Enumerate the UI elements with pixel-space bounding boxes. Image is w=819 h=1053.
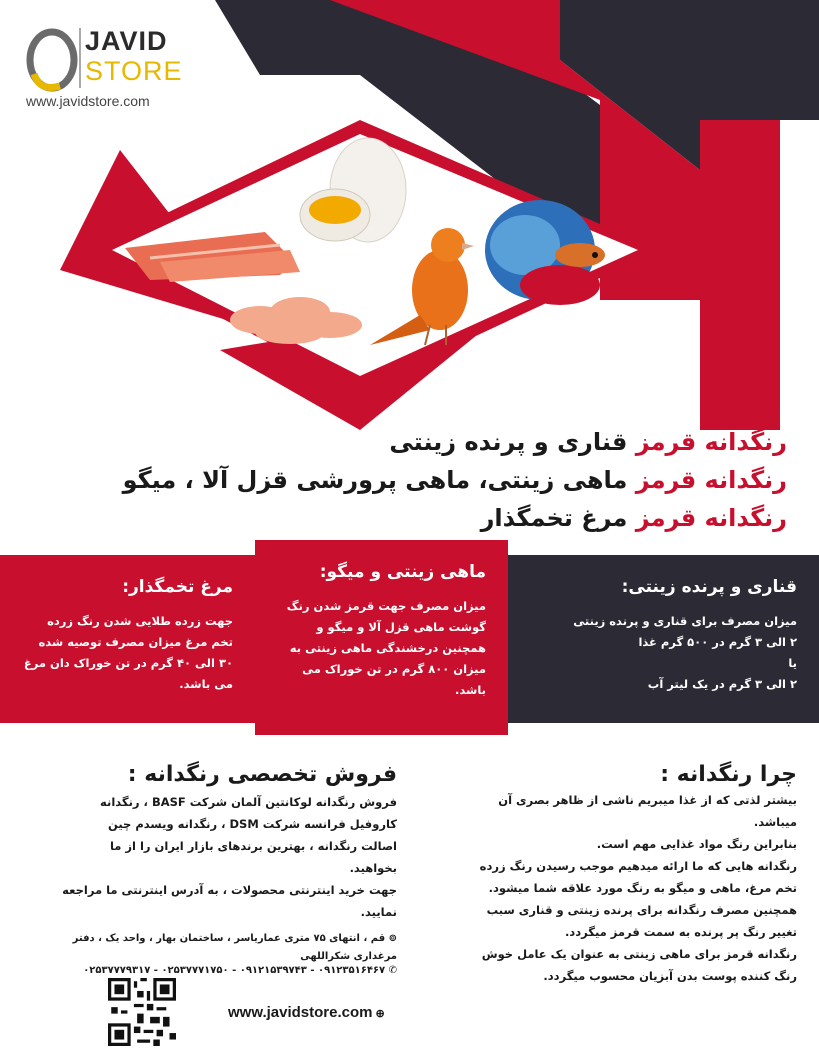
why-line-5: رنگدانه قرمز برای ماهی زینتی به عنوان یک عامل خوش رنگ کننده پوست بدن آبزیان محسوب میگردد. <box>481 947 797 983</box>
why-line-2: بنابراین رنگ مواد غذایی مهم است. <box>596 837 797 851</box>
why-line-1: بیشتر لذتی که از غذا میبریم ناشی از ظاهر بصری آن میباشد. <box>498 793 797 829</box>
website[interactable] <box>228 1004 385 1021</box>
sales-title: فروش تخصصی رنگدانه : <box>127 762 397 787</box>
phones-text[interactable]: ۰۹۱۲۳۵۱۶۴۶۷ - ۰۹۱۲۱۵۳۹۷۴۳ - ۰۲۵۳۷۷۷۱۷۵۰ - ۰۲۵۳۷۷۷۹۳۱۷ <box>83 965 386 976</box>
headline-1-red: رنگدانه قرمز <box>635 428 787 456</box>
canary-title: قناری و پرنده زینتی: <box>621 577 797 597</box>
sales-line-3: جهت خرید اینترنتی محصولات ، به آدرس اینترنتی ما مراجعه نمایید. <box>62 883 397 919</box>
canary-line-3: یا <box>788 656 797 670</box>
address <box>62 930 397 966</box>
headline-1 <box>389 428 787 456</box>
logo-url[interactable]: www.javidstore.com <box>26 93 150 109</box>
headline-1-dark: قناری و پرنده زینتی <box>389 428 628 456</box>
red-shape-right <box>700 120 780 430</box>
hen-title: مرغ تخمگذار: <box>122 577 233 597</box>
sales-section <box>62 762 397 923</box>
website-text[interactable]: www.javidstore.com <box>228 1004 373 1021</box>
canary-line-2: ۲ الی ۳ گرم در ۵۰۰ گرم غذا <box>638 635 797 649</box>
logo-name-bottom: STORE <box>85 56 183 86</box>
globe-icon: ⊕ <box>372 1008 385 1020</box>
fish-title: ماهی زینتی و میگو: <box>319 562 486 582</box>
sales-line-2: اصالت رنگدانه ، بهترین برندهای بازار ایران را از ما بخواهید. <box>109 839 397 875</box>
headline-2 <box>123 466 787 494</box>
headline-3-dark: مرغ تخمگذار <box>480 504 628 532</box>
canary-info-box <box>508 555 819 723</box>
headline-2-red: رنگدانه قرمز <box>635 466 787 494</box>
fish-text: میزان مصرف جهت قرمز شدن رنگ گوشت ماهی قزل آلا و میگو و همچنین درخشندگی ماهی زینتی به میزان ۸۰۰ گرم در تن خوراک می باشد. <box>286 599 486 697</box>
headline-2-dark: ماهی زینتی، ماهی پرورشی قزل آلا ، میگو <box>122 466 628 494</box>
logo-name-top: JAVID <box>85 26 168 56</box>
hen-info-box <box>0 555 255 723</box>
fish-info-box <box>255 540 508 735</box>
phone-icon: ✆ <box>385 965 397 976</box>
address-text: قم ، انتهای ۷۵ متری عمارياسر ، ساختمان بهار ، واحد يک ، دفتر مرغداری شکراللهی <box>72 933 397 962</box>
qr-code[interactable] <box>108 978 176 1046</box>
sales-line-1: فروش رنگدانه لوکانتین آلمان شرکت BASF ، رنگدانه کاروفیل فرانسه شرکت DSM ، رنگدانه ویسدم چین <box>100 795 397 831</box>
canary-line-1: میزان مصرف برای قناری و پرنده زینتی <box>573 614 797 628</box>
hen-text: جهت زرده طلایی شدن رنگ زرده تخم مرغ میزان مصرف توصیه شده ۳۰ الی ۴۰ گرم در تن خوراک دان مرغ می باشد. <box>23 614 233 691</box>
headline-3 <box>481 504 787 532</box>
headline-3-red: رنگدانه قرمز <box>635 504 787 532</box>
why-line-4: همچنین مصرف رنگدانه برای پرنده زینتی و قناری سبب تغییر رنگ پر پرنده به سمت قرمز میگردد. <box>486 903 797 939</box>
why-title: چرا رنگدانه : <box>660 762 797 787</box>
why-line-3: رنگدانه هایی که ما ارائه میدهیم موجب رسیدن رنگ زرده تخم مرغ، ماهی و میگو به رنگ مورد علاقه شما میشود. <box>479 859 797 895</box>
canary-line-4: ۲ الی ۳ گرم در یک لیتر آب <box>647 677 797 691</box>
location-icon: ⊚ <box>385 933 397 944</box>
why-section <box>477 762 797 987</box>
